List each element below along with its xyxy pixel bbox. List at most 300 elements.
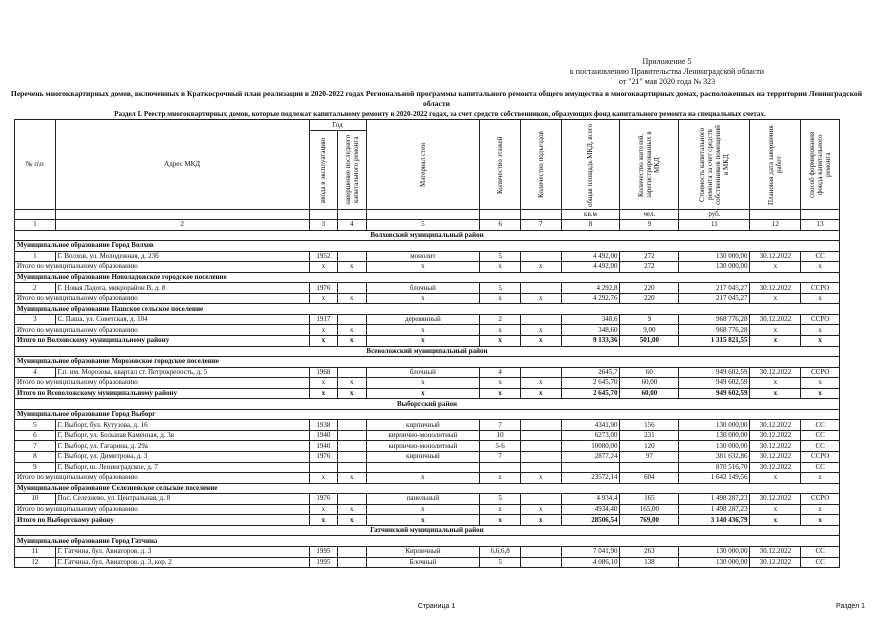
table-cell [338,546,366,557]
table-cell: 130 000,00 [679,430,750,441]
table-cell: 1938 [309,420,337,431]
table-cell: СС [801,441,840,452]
table-cell: x [338,515,366,526]
header-year: Год [309,120,366,131]
table-cell [520,367,561,378]
table-cell [520,283,561,294]
district-row [15,230,840,241]
subtotal-row [15,325,840,336]
table-cell: СС [801,546,840,557]
district-row [15,525,840,536]
table-cell: x [366,473,480,484]
table-cell: 501,00 [620,336,679,347]
table-cell [520,441,561,452]
table-cell: 30.12.2022 [750,462,801,473]
table-cell: СCРО [801,494,840,505]
municipality-row [15,272,840,283]
table-cell: 4 292,8 [561,283,620,294]
table-cell: 30.12.2022 [750,557,801,568]
table-cell [520,314,561,325]
table-cell: Пос. Селезнево, ул. Центральная, д. 8 [55,494,309,505]
table-cell: x [750,262,801,273]
table-cell: 130 000,00 [679,441,750,452]
table-cell: x [480,473,521,484]
table-cell: 12 [15,557,56,568]
column-number: 1 [15,220,56,231]
table-row [15,251,840,262]
table-cell: 220 [620,293,679,304]
column-number: 2 [55,220,309,231]
table-cell: 30.12.2022 [750,430,801,441]
table-cell: блочный [366,367,480,378]
total-label: Итого по муниципальному образованию [15,293,310,304]
table-cell: 120 [620,441,679,452]
column-number: 9 [620,220,679,231]
table-cell: x [366,388,480,399]
municipality-name: Муниципальное образование Пашское сельское поселение [15,304,840,315]
table-cell: x [309,388,337,399]
table-cell: 381 632,86 [679,452,750,463]
table-cell: x [480,515,521,526]
unit-area: кв.м [561,210,620,220]
district-total-row [15,336,840,347]
table-cell: 4341,90 [561,420,620,431]
header-area: общая площадь МКД, всего [586,122,595,207]
table-cell: 5-6 [480,441,521,452]
table-cell: 2 [480,314,521,325]
table-cell: деревянный [366,314,480,325]
table-cell [338,420,366,431]
table-cell: 1952 [309,251,337,262]
table-cell: 23572,14 [561,473,620,484]
table-cell: 348,60 [561,325,620,336]
page-number: Страница 1 [417,603,456,610]
table-cell: 5 [480,283,521,294]
table-cell [520,557,561,568]
table-cell: x [338,388,366,399]
table-cell: 30.12.2022 [750,420,801,431]
table-cell: 30.12.2022 [750,251,801,262]
table-cell: 1 [15,251,56,262]
table-cell: x [801,325,840,336]
table-cell: x [750,336,801,347]
table-cell: 3 140 436,79 [679,515,750,526]
table-cell: 272 [620,251,679,262]
table-cell [338,367,366,378]
table-cell: 130 000,00 [679,546,750,557]
table-cell [520,462,561,473]
table-cell [338,251,366,262]
district-row [15,399,840,410]
municipality-row [15,409,840,420]
table-cell: СС [801,557,840,568]
table-cell: 30.12.2022 [750,452,801,463]
appendix-decree: к постановлению Правительства Ленинградской области [569,67,765,76]
table-cell: x [338,336,366,347]
table-cell: Г. Гатчина, бул. Авиаторов, д. 3 [55,546,309,557]
table-cell: 263 [620,546,679,557]
table-cell [520,546,561,557]
table-row [15,494,840,505]
table-cell: 1976 [309,494,337,505]
header-floors: Количество этажей [496,135,505,194]
table-cell: 9 [15,462,56,473]
table-cell: панельный [366,494,480,505]
table-cell: СCРО [801,452,840,463]
table-cell: x [309,473,337,484]
municipality-name: Муниципальное образование Город Гатчина [15,536,840,547]
table-cell: x [750,388,801,399]
header-address: Адрес МКД [55,120,309,210]
table-row [15,462,840,473]
table-cell: 60 [620,367,679,378]
table-cell: кирпичный [366,452,480,463]
table-cell: Кирпичный [366,546,480,557]
table-cell: 60,00 [620,388,679,399]
table-cell: 217 045,27 [679,283,750,294]
table-cell [338,462,366,473]
table-cell: x [801,262,840,273]
table-cell: x [801,293,840,304]
table-cell: 1995 [309,546,337,557]
table-cell: 217 045,27 [679,293,750,304]
subtotal-row [15,262,840,273]
column-number: 6 [480,220,521,231]
table-cell: 156 [620,420,679,431]
table-cell [620,462,679,473]
table-cell: 165,00 [620,504,679,515]
table-cell: 1 642 149,56 [679,473,750,484]
table-cell: x [480,378,521,389]
total-label: Итого по Волховскому муниципальному району [15,336,310,347]
table-cell: 130 000,00 [679,420,750,431]
column-number: 12 [750,220,801,231]
table-cell: 4 492,00 [561,251,620,262]
table-cell: 1968 [309,367,337,378]
table-cell: 1940 [309,441,337,452]
table-cell: 30.12.2022 [750,314,801,325]
table-cell [520,452,561,463]
table-cell: СCРО [801,367,840,378]
table-cell: СCРО [801,283,840,294]
table-cell: 1976 [309,452,337,463]
table-cell [309,462,337,473]
table-cell: 968 776,28 [679,325,750,336]
table-cell: 2 [15,283,56,294]
table-cell: 272 [620,262,679,273]
table-cell [338,283,366,294]
table-cell: 4 [480,367,521,378]
table-cell: 30.12.2022 [750,494,801,505]
header-num: № п\п [15,120,56,210]
table-cell: x [801,378,840,389]
table-cell: 60,00 [620,378,679,389]
table-cell: 968 776,28 [679,314,750,325]
table-cell: 1940 [309,430,337,441]
subtotal-row [15,293,840,304]
table-cell: 1976 [309,283,337,294]
table-cell: x [480,325,521,336]
section-title: Раздел I. Реестр многоквартирных домов, которые подлежат капитальному ремонту в 2020-2022 годах, за счет средств собственников, образующих фонд капитального ремонта на специальных счетах. [114,110,766,118]
table-cell: Г. Выборг, ул. Большая Каменная, д. 3в [55,430,309,441]
total-label: Итого по муниципальному образованию [15,262,310,273]
table-cell: СС [801,251,840,262]
district-total-row [15,388,840,399]
table-cell: x [309,515,337,526]
header-cost: Стоимость капитального ремонта за счет средств собственников помещений в МКД [698,124,731,205]
table-cell: 165 [620,494,679,505]
unit-cost: руб. [679,210,750,220]
table-cell: 130 000,00 [679,262,750,273]
table-cell: 949 602,59 [679,367,750,378]
table-cell: 2 645,70 [561,388,620,399]
table-cell: x [338,473,366,484]
table-cell: x [750,325,801,336]
table-cell: x [520,504,561,515]
register-table [14,119,840,568]
table-cell: 6 [15,430,56,441]
appendix-block [557,57,777,87]
district-total-row [15,515,840,526]
column-number: 4 [338,220,366,231]
table-cell: x [338,504,366,515]
table-cell: 1 315 821,55 [679,336,750,347]
table-cell: 5 [480,251,521,262]
table-cell: 9 [620,314,679,325]
table-cell [338,557,366,568]
table-cell: блочный [366,283,480,294]
table-cell [338,452,366,463]
table-cell: x [520,378,561,389]
header-entrances: Количество подъездов [536,131,545,198]
subtotal-row [15,504,840,515]
table-cell: 30.12.2022 [750,283,801,294]
appendix-number: Приложение 5 [642,57,692,66]
table-cell: x [801,515,840,526]
table-cell: x [801,388,840,399]
table-cell: Г. Выборг, ул. Димитрова, д. 3 [55,452,309,463]
table-cell: x [520,336,561,347]
municipality-row [15,241,840,252]
table-cell: x [366,504,480,515]
table-cell: 4 292,76 [561,293,620,304]
table-cell: x [801,473,840,484]
table-cell: 130 000,00 [679,251,750,262]
table-cell [338,430,366,441]
table-cell: x [520,473,561,484]
table-cell: Г. Выборг, ул. Гагарина, д. 29а [55,441,309,452]
table-cell: 604 [620,473,679,484]
table-cell [561,462,620,473]
table-cell [338,494,366,505]
table-cell: x [338,325,366,336]
column-number: 7 [520,220,561,231]
table-cell: С. Паша, ул. Советская, д. 104 [55,314,309,325]
column-number: 11 [679,220,750,231]
table-cell: 4 [15,367,56,378]
table-cell: 7 [480,452,521,463]
table-cell: x [366,336,480,347]
table-cell [520,420,561,431]
table-row [15,546,840,557]
table-cell [520,494,561,505]
total-label: Итого по муниципальному образованию [15,378,310,389]
table-cell: 220 [620,283,679,294]
table-cell: Г. Новая Ладога, микрорайон В, д. 8 [55,283,309,294]
table-cell [366,462,480,473]
table-cell: 8 [15,452,56,463]
table-cell: x [520,325,561,336]
table-cell: Г. Выборг, ш. Ленинградское, д. 7 [55,462,309,473]
table-cell: 6273,00 [561,430,620,441]
table-cell: 9,00 [620,325,679,336]
municipality-row [15,357,840,368]
column-number: 13 [801,220,840,231]
district-name: Всеволожский муниципальный район [15,346,840,357]
table-row [15,441,840,452]
table-cell: x [338,293,366,304]
table-cell: СС [801,462,840,473]
table-cell: СCРО [801,314,840,325]
table-cell: 1 498 287,23 [679,504,750,515]
municipality-name: Муниципальное образование Новоладожское городское поселение [15,272,840,283]
table-cell: 4934,40 [561,504,620,515]
table-cell: x [520,262,561,273]
table-cell: 6,6,6,8 [480,546,521,557]
table-cell: 1917 [309,314,337,325]
table-cell: Г.п. им. Морозова, квартал ст. Петрокрепость, д. 5 [55,367,309,378]
table-cell: x [480,336,521,347]
table-cell: 769,00 [620,515,679,526]
table-cell: Г. Волхов, ул. Молодежная, д. 23б [55,251,309,262]
table-cell: 10080,00 [561,441,620,452]
municipality-row [15,483,840,494]
table-cell: 97 [620,452,679,463]
table-cell: x [309,293,337,304]
district-row [15,346,840,357]
header-wall: Материал стен [418,142,427,187]
municipality-row [15,304,840,315]
table-cell: 30.12.2022 [750,367,801,378]
section-label: Раздел 1 [836,603,865,610]
table-cell: x [338,262,366,273]
table-cell: 10 [480,430,521,441]
table-cell: Блочный [366,557,480,568]
table-cell: 138 [620,557,679,568]
column-number: 3 [309,220,337,231]
table-cell: 10 [15,494,56,505]
district-name: Гатчинский муниципальный район [15,525,840,536]
table-cell: 1 498 287,23 [679,494,750,505]
table-cell: 5 [480,494,521,505]
total-label: Итого по Выборгскому району [15,515,310,526]
table-cell: x [309,325,337,336]
header-residents: Количество жителей, зарегистрированных в МКД [637,131,662,198]
subtotal-row [15,473,840,484]
table-cell: 3 [15,314,56,325]
appendix-date: от "21" мая 2020 года № 323 [618,77,716,86]
table-row [15,367,840,378]
table-cell: x [309,504,337,515]
table-cell [338,441,366,452]
table-row [15,283,840,294]
table-cell: x [309,262,337,273]
table-cell: Г. Гатчина, бул. Авиаторов, д. 3, кор. 2 [55,557,309,568]
table-cell: монолит [366,251,480,262]
municipality-row [15,536,840,547]
table-cell: Г. Выборг, бул. Кутузова, д. 16 [55,420,309,431]
table-cell: x [750,378,801,389]
total-label: Итого по муниципальному образованию [15,325,310,336]
municipality-name: Муниципальное образование Морозовское городское поселение [15,357,840,368]
table-cell: x [366,378,480,389]
table-cell: 11 [15,546,56,557]
table-cell: кирпично-монолитный [366,430,480,441]
table-cell: x [801,504,840,515]
header-method: способ формирования фонда капитального ремонта [808,131,833,198]
table-cell: 5 [15,420,56,431]
municipality-name: Муниципальное образование Селезневское сельское поселение [15,483,840,494]
table-cell: x [366,262,480,273]
column-number: 5 [366,220,480,231]
table-row [15,314,840,325]
header-year-last-repair: завершение последнего капитального ремонта [343,134,360,206]
district-name: Выборгский район [15,399,840,410]
table-cell: 2877,24 [561,452,620,463]
table-cell: 949 602,59 [679,378,750,389]
table-cell: x [338,378,366,389]
table-cell: x [480,504,521,515]
table-cell [480,462,521,473]
table-cell [520,430,561,441]
municipality-name: Муниципальное образование Город Выборг [15,409,840,420]
total-label: Итого по муниципальному образованию [15,504,310,515]
table-cell: 231 [620,430,679,441]
table-cell: 870 516,70 [679,462,750,473]
table-cell: x [309,378,337,389]
table-cell: x [480,262,521,273]
table-cell: x [750,473,801,484]
table-cell: x [309,336,337,347]
table-cell: 7 [15,441,56,452]
table-row [15,420,840,431]
table-cell: 9 133,36 [561,336,620,347]
table-cell: 2645,7 [561,367,620,378]
table-cell: x [520,293,561,304]
column-numbers-row [15,220,840,231]
table-cell: x [801,336,840,347]
table-cell: x [366,515,480,526]
table-cell: 5 [480,557,521,568]
table-cell: x [366,293,480,304]
table-cell: 30.12.2022 [750,546,801,557]
table-cell: СС [801,420,840,431]
table-cell: 30.12.2022 [750,441,801,452]
table-row [15,430,840,441]
total-label: Итого по Всеволожскому муниципальному району [15,388,310,399]
table-cell: 7 041,90 [561,546,620,557]
table-cell: 949 602,59 [679,388,750,399]
table-cell: СС [801,430,840,441]
municipality-name: Муниципальное образование Город Волхов [15,241,840,252]
document-title: Перечень многоквартирных домов, включенных в Краткосрочный план реализации в 2020-2022 годах Региональной программы капитального ремонта общего имущества в многоквартирных домах, расположенных на территории Ленинградской области [10,89,863,108]
table-cell: кирпичный [366,420,480,431]
table-cell: 28506,54 [561,515,620,526]
table-cell: 4 492,00 [561,262,620,273]
table-cell: x [750,504,801,515]
district-name: Волховский муниципальный район [15,230,840,241]
table-cell: 4 934,4 [561,494,620,505]
